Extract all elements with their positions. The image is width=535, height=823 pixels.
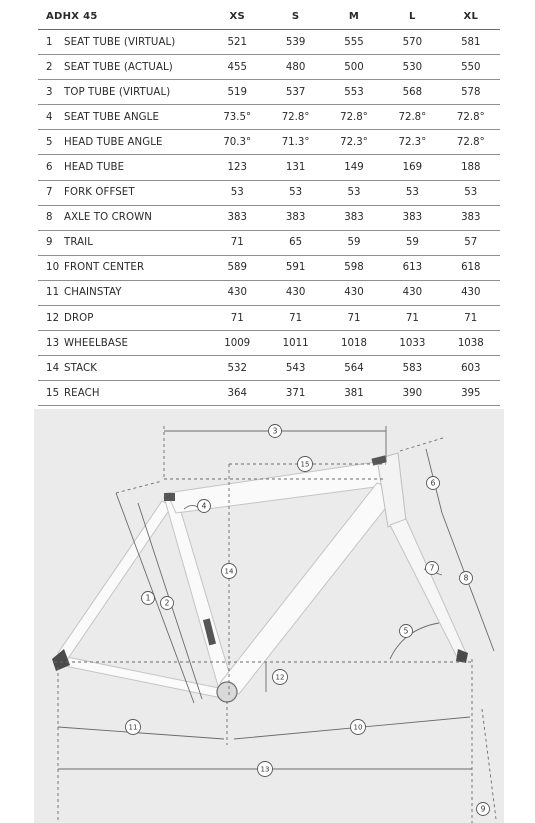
table-row	[38, 55, 500, 80]
measurement-value: 430	[208, 280, 266, 305]
measurement-value: 430	[266, 280, 324, 305]
measurement-value: 53	[442, 180, 500, 205]
measurement-value: 613	[383, 255, 441, 280]
measurement-label: REACH	[64, 387, 100, 399]
geometry-table	[38, 4, 500, 406]
measurement-value: 72.8°	[266, 105, 324, 130]
measurement-value: 71.3°	[266, 130, 324, 155]
measurement-value: 532	[208, 356, 266, 381]
row-number: 8	[46, 212, 53, 224]
measurement-label-cell	[38, 30, 208, 55]
callout-14	[222, 564, 237, 579]
measurement-label-cell	[38, 130, 208, 155]
size-header: XS	[208, 4, 266, 30]
callout-label: 3	[272, 426, 278, 436]
measurement-value: 364	[208, 381, 266, 406]
measurement-value: 71	[383, 306, 441, 331]
measurement-value: 1018	[325, 331, 383, 356]
measurement-value: 123	[208, 155, 266, 180]
measurement-value: 550	[442, 55, 500, 80]
callout-4	[198, 500, 211, 513]
bike-frame-drawing	[52, 453, 468, 702]
measurement-value: 381	[325, 381, 383, 406]
row-number: 5	[46, 136, 53, 148]
measurement-label-cell	[38, 55, 208, 80]
size-header: S	[266, 4, 324, 30]
table-row	[38, 306, 500, 331]
measurement-label: FRONT CENTER	[64, 262, 145, 274]
table-row	[38, 230, 500, 255]
callout-label: 11	[128, 723, 138, 732]
measurement-value: 583	[383, 356, 441, 381]
dimension-line-11	[58, 727, 224, 739]
bottom-bracket	[217, 682, 237, 702]
callout-9	[477, 803, 490, 816]
measurement-value: 131	[266, 155, 324, 180]
measurement-value: 73.5°	[208, 105, 266, 130]
measurement-label-cell	[38, 80, 208, 105]
measurement-value: 568	[383, 80, 441, 105]
callout-label: 12	[275, 673, 285, 682]
measurement-label-cell	[38, 105, 208, 130]
frame-geometry-diagram	[34, 409, 504, 823]
seat-clamp	[164, 493, 175, 501]
measurement-label-cell	[38, 155, 208, 180]
callout-label: 10	[353, 723, 363, 732]
callout-label: 2	[164, 598, 170, 608]
measurement-value: 570	[383, 30, 441, 55]
row-number: 1	[46, 36, 53, 48]
measurement-value: 383	[325, 205, 383, 230]
table-row	[38, 356, 500, 381]
measurement-label-cell	[38, 306, 208, 331]
measurement-value: 543	[266, 356, 324, 381]
size-header: L	[383, 4, 441, 30]
table-row	[38, 130, 500, 155]
measurement-value: 72.8°	[442, 130, 500, 155]
callout-6	[427, 477, 440, 490]
table-row	[38, 30, 500, 55]
callout-2	[161, 597, 174, 610]
row-number: 2	[46, 61, 53, 73]
row-number: 9	[46, 237, 53, 249]
measurement-label-cell	[38, 205, 208, 230]
measurement-value: 395	[442, 381, 500, 406]
measurement-value: 390	[383, 381, 441, 406]
measurement-label: HEAD TUBE ANGLE	[64, 136, 163, 148]
measurement-value: 1033	[383, 331, 441, 356]
table-row	[38, 105, 500, 130]
measurement-value: 71	[325, 306, 383, 331]
callout-label: 15	[300, 460, 310, 469]
callout-label: 9	[480, 804, 486, 814]
callout-11	[126, 720, 141, 735]
row-number: 15	[46, 387, 60, 399]
measurement-value: 480	[266, 55, 324, 80]
row-number: 12	[46, 312, 60, 324]
row-number: 11	[46, 287, 60, 299]
measurement-value: 603	[442, 356, 500, 381]
measurement-value: 71	[208, 230, 266, 255]
measurement-label: CHAINSTAY	[64, 287, 122, 299]
table-row	[38, 255, 500, 280]
size-header: M	[325, 4, 383, 30]
measurement-value: 149	[325, 155, 383, 180]
seatstay-tube	[58, 501, 172, 660]
measurement-value: 383	[442, 205, 500, 230]
measurement-value: 71	[442, 306, 500, 331]
frame-diagram-svg	[34, 409, 504, 823]
measurement-value: 430	[383, 280, 441, 305]
measurement-value: 1009	[208, 331, 266, 356]
measurement-label-cell	[38, 255, 208, 280]
measurement-value: 53	[325, 180, 383, 205]
measurement-value: 71	[208, 306, 266, 331]
measurement-value: 591	[266, 255, 324, 280]
table-row	[38, 381, 500, 406]
callout-13	[258, 762, 273, 777]
measurement-value: 430	[442, 280, 500, 305]
measurement-value: 72.3°	[383, 130, 441, 155]
measurement-value: 59	[383, 230, 441, 255]
callout-label: 1	[145, 593, 151, 603]
measurement-value: 1038	[442, 331, 500, 356]
measurement-value: 53	[266, 180, 324, 205]
measurement-label: SEAT TUBE (VIRTUAL)	[64, 36, 176, 48]
measurement-value: 72.8°	[383, 105, 441, 130]
measurement-value: 430	[325, 280, 383, 305]
measurement-label: TRAIL	[64, 237, 94, 249]
measurement-label-cell	[38, 381, 208, 406]
measurement-label-cell	[38, 356, 208, 381]
measurement-value: 371	[266, 381, 324, 406]
measurement-value: 1011	[266, 331, 324, 356]
measurement-label-cell	[38, 280, 208, 305]
measurement-value: 519	[208, 80, 266, 105]
measurement-value: 555	[325, 30, 383, 55]
measurement-value: 578	[442, 80, 500, 105]
measurement-value: 53	[383, 180, 441, 205]
dimension-arc-5	[390, 623, 439, 659]
measurement-value: 589	[208, 255, 266, 280]
row-number: 7	[46, 187, 53, 199]
row-number: 10	[46, 262, 60, 274]
measurement-value: 65	[266, 230, 324, 255]
measurement-value: 537	[266, 80, 324, 105]
measurement-label-cell	[38, 230, 208, 255]
measurement-value: 383	[208, 205, 266, 230]
table-row	[38, 280, 500, 305]
measurement-value: 521	[208, 30, 266, 55]
measurement-value: 553	[325, 80, 383, 105]
callout-8	[460, 572, 473, 585]
measurement-value: 383	[383, 205, 441, 230]
row-number: 4	[46, 111, 53, 123]
row-number: 13	[46, 337, 60, 349]
measurement-label: DROP	[64, 312, 94, 324]
measurement-value: 500	[325, 55, 383, 80]
row-number: 6	[46, 162, 53, 174]
measurement-label-cell	[38, 331, 208, 356]
measurement-value: 57	[442, 230, 500, 255]
callout-label: 14	[224, 567, 234, 576]
measurement-label: STACK	[64, 362, 97, 374]
callout-label: 4	[201, 501, 207, 511]
callout-10	[351, 720, 366, 735]
extension-line	[116, 481, 162, 493]
callout-1	[142, 592, 155, 605]
callout-label: 8	[463, 573, 469, 583]
measurement-value: 72.8°	[442, 105, 500, 130]
measurement-label: TOP TUBE (VIRTUAL)	[64, 86, 171, 98]
callout-label: 13	[260, 765, 270, 774]
measurement-label: HEAD TUBE	[64, 162, 125, 174]
seat-tube	[164, 495, 234, 693]
measurement-value: 539	[266, 30, 324, 55]
measurement-value: 564	[325, 356, 383, 381]
measurement-label: FORK OFFSET	[64, 187, 135, 199]
table-header-row	[38, 4, 500, 30]
table-row	[38, 205, 500, 230]
callout-12	[273, 670, 288, 685]
measurement-value: 455	[208, 55, 266, 80]
measurement-value: 72.3°	[325, 130, 383, 155]
measurement-value: 581	[442, 30, 500, 55]
measurement-value: 530	[383, 55, 441, 80]
table-row	[38, 80, 500, 105]
measurement-value: 71	[266, 306, 324, 331]
table-row	[38, 155, 500, 180]
size-header: XL	[442, 4, 500, 30]
geometry-table-body	[38, 30, 500, 406]
measurement-value: 72.8°	[325, 105, 383, 130]
measurement-value: 598	[325, 255, 383, 280]
table-row	[38, 180, 500, 205]
callout-label: 6	[430, 478, 436, 488]
callout-7	[426, 562, 439, 575]
front-dropout	[456, 649, 468, 663]
extension-line	[400, 437, 446, 451]
callout-label: 7	[429, 563, 435, 573]
measurement-value: 53	[208, 180, 266, 205]
measurement-label-cell	[38, 180, 208, 205]
callout-15	[298, 457, 313, 472]
table-row	[38, 331, 500, 356]
callout-3	[269, 425, 282, 438]
measurement-label: WHEELBASE	[64, 337, 129, 349]
row-number: 3	[46, 86, 53, 98]
callout-label: 5	[403, 626, 409, 636]
measurement-value: 70.3°	[208, 130, 266, 155]
measurement-label: SEAT TUBE (ACTUAL)	[64, 61, 173, 73]
measurement-value: 188	[442, 155, 500, 180]
row-number: 14	[46, 362, 60, 374]
measurement-label: AXLE TO CROWN	[64, 212, 152, 224]
measurement-value: 383	[266, 205, 324, 230]
model-name: ADHX 45	[38, 4, 208, 30]
callout-5	[400, 625, 413, 638]
measurement-value: 169	[383, 155, 441, 180]
fork	[390, 519, 466, 659]
measurement-value: 59	[325, 230, 383, 255]
measurement-label: SEAT TUBE ANGLE	[64, 111, 159, 123]
measurement-value: 618	[442, 255, 500, 280]
